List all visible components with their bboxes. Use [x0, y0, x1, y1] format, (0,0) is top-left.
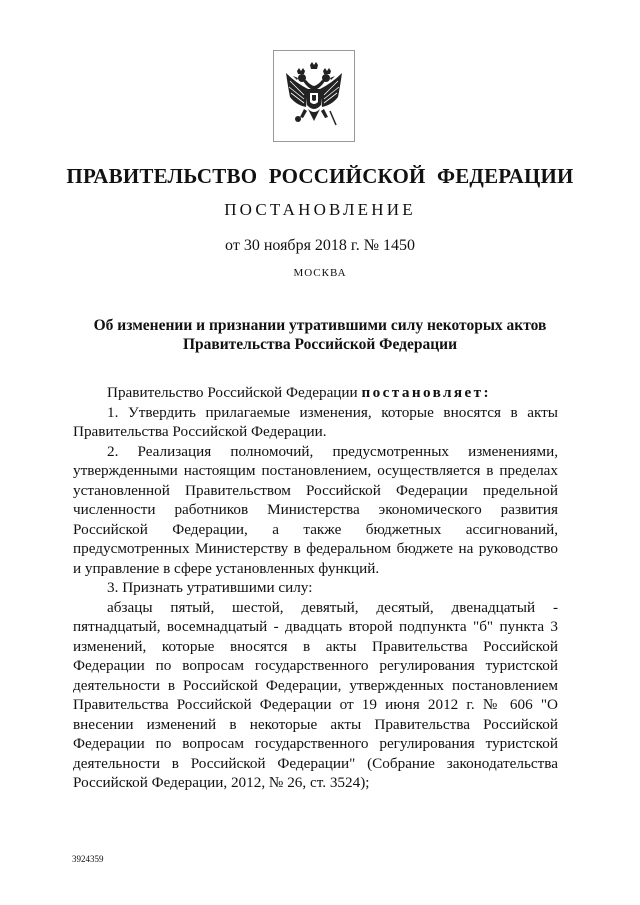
intro-paragraph — [73, 383, 558, 403]
document-subject — [60, 316, 580, 354]
government-title: ПРАВИТЕЛЬСТВО РОССИЙСКОЙ ФЕДЕРАЦИИ — [66, 164, 574, 188]
document-type: ПОСТАНОВЛЕНИЕ — [224, 200, 416, 219]
paragraph-2: 2. Реализация полномочий, предусмотренных изменениями, утвержденными настоящим постановлением, осуществляется в пределах установленной Правительством Российской Федерации предельной численности работников Министерства экономического развития Российской Федерации, а также бюджетных ассигнований, предусмотренных Министерству в федеральном бюджете на руководство и управление в сфере установленных функций. — [73, 442, 558, 577]
issue-city: МОСКВА — [293, 267, 347, 279]
subject-line-2: Правительства Российской Федерации — [182, 336, 458, 353]
paragraph-1: 1. Утвердить прилагаемые изменения, которые вносятся в акты Правительства Российской Федерации. — [73, 403, 558, 440]
paragraph-4: абзацы пятый, шестой, девятый, десятый, двенадцатый - пятнадцатый, восемнадцатый - двадцать второй подпункта "б" пункта 3 изменений, которые вносятся в акты Правительства Российской Федерации по вопросам государственного регулирования туристской деятельности в Российской Федерации, утвержденных постановлением Правительства Российской Федерации от 19 июня 2012 г. № 606 "О внесении изменений в некоторые акты Правительства Российской Федерации по вопросам государственного регулирования туристской деятельности в Российской Федерации" (Собрание законодательства Российской Федерации, 2012, № 26, ст. 3524); — [73, 598, 558, 791]
document-body — [73, 383, 558, 793]
intro-prefix: Правительство Российской Федерации — [107, 384, 362, 401]
intro-decree-word: постановляет: — [361, 384, 491, 401]
document-date-number: от 30 ноября 2018 г. № 1450 — [225, 237, 415, 254]
subject-line-1: Об изменении и признании утратившими силу некоторых актов — [93, 317, 547, 334]
coat-of-arms-emblem — [273, 50, 355, 142]
paragraph-3: 3. Признать утратившими силу: — [107, 579, 313, 596]
document-code: 3924359 — [72, 854, 104, 864]
double-headed-eagle-icon — [282, 61, 346, 131]
